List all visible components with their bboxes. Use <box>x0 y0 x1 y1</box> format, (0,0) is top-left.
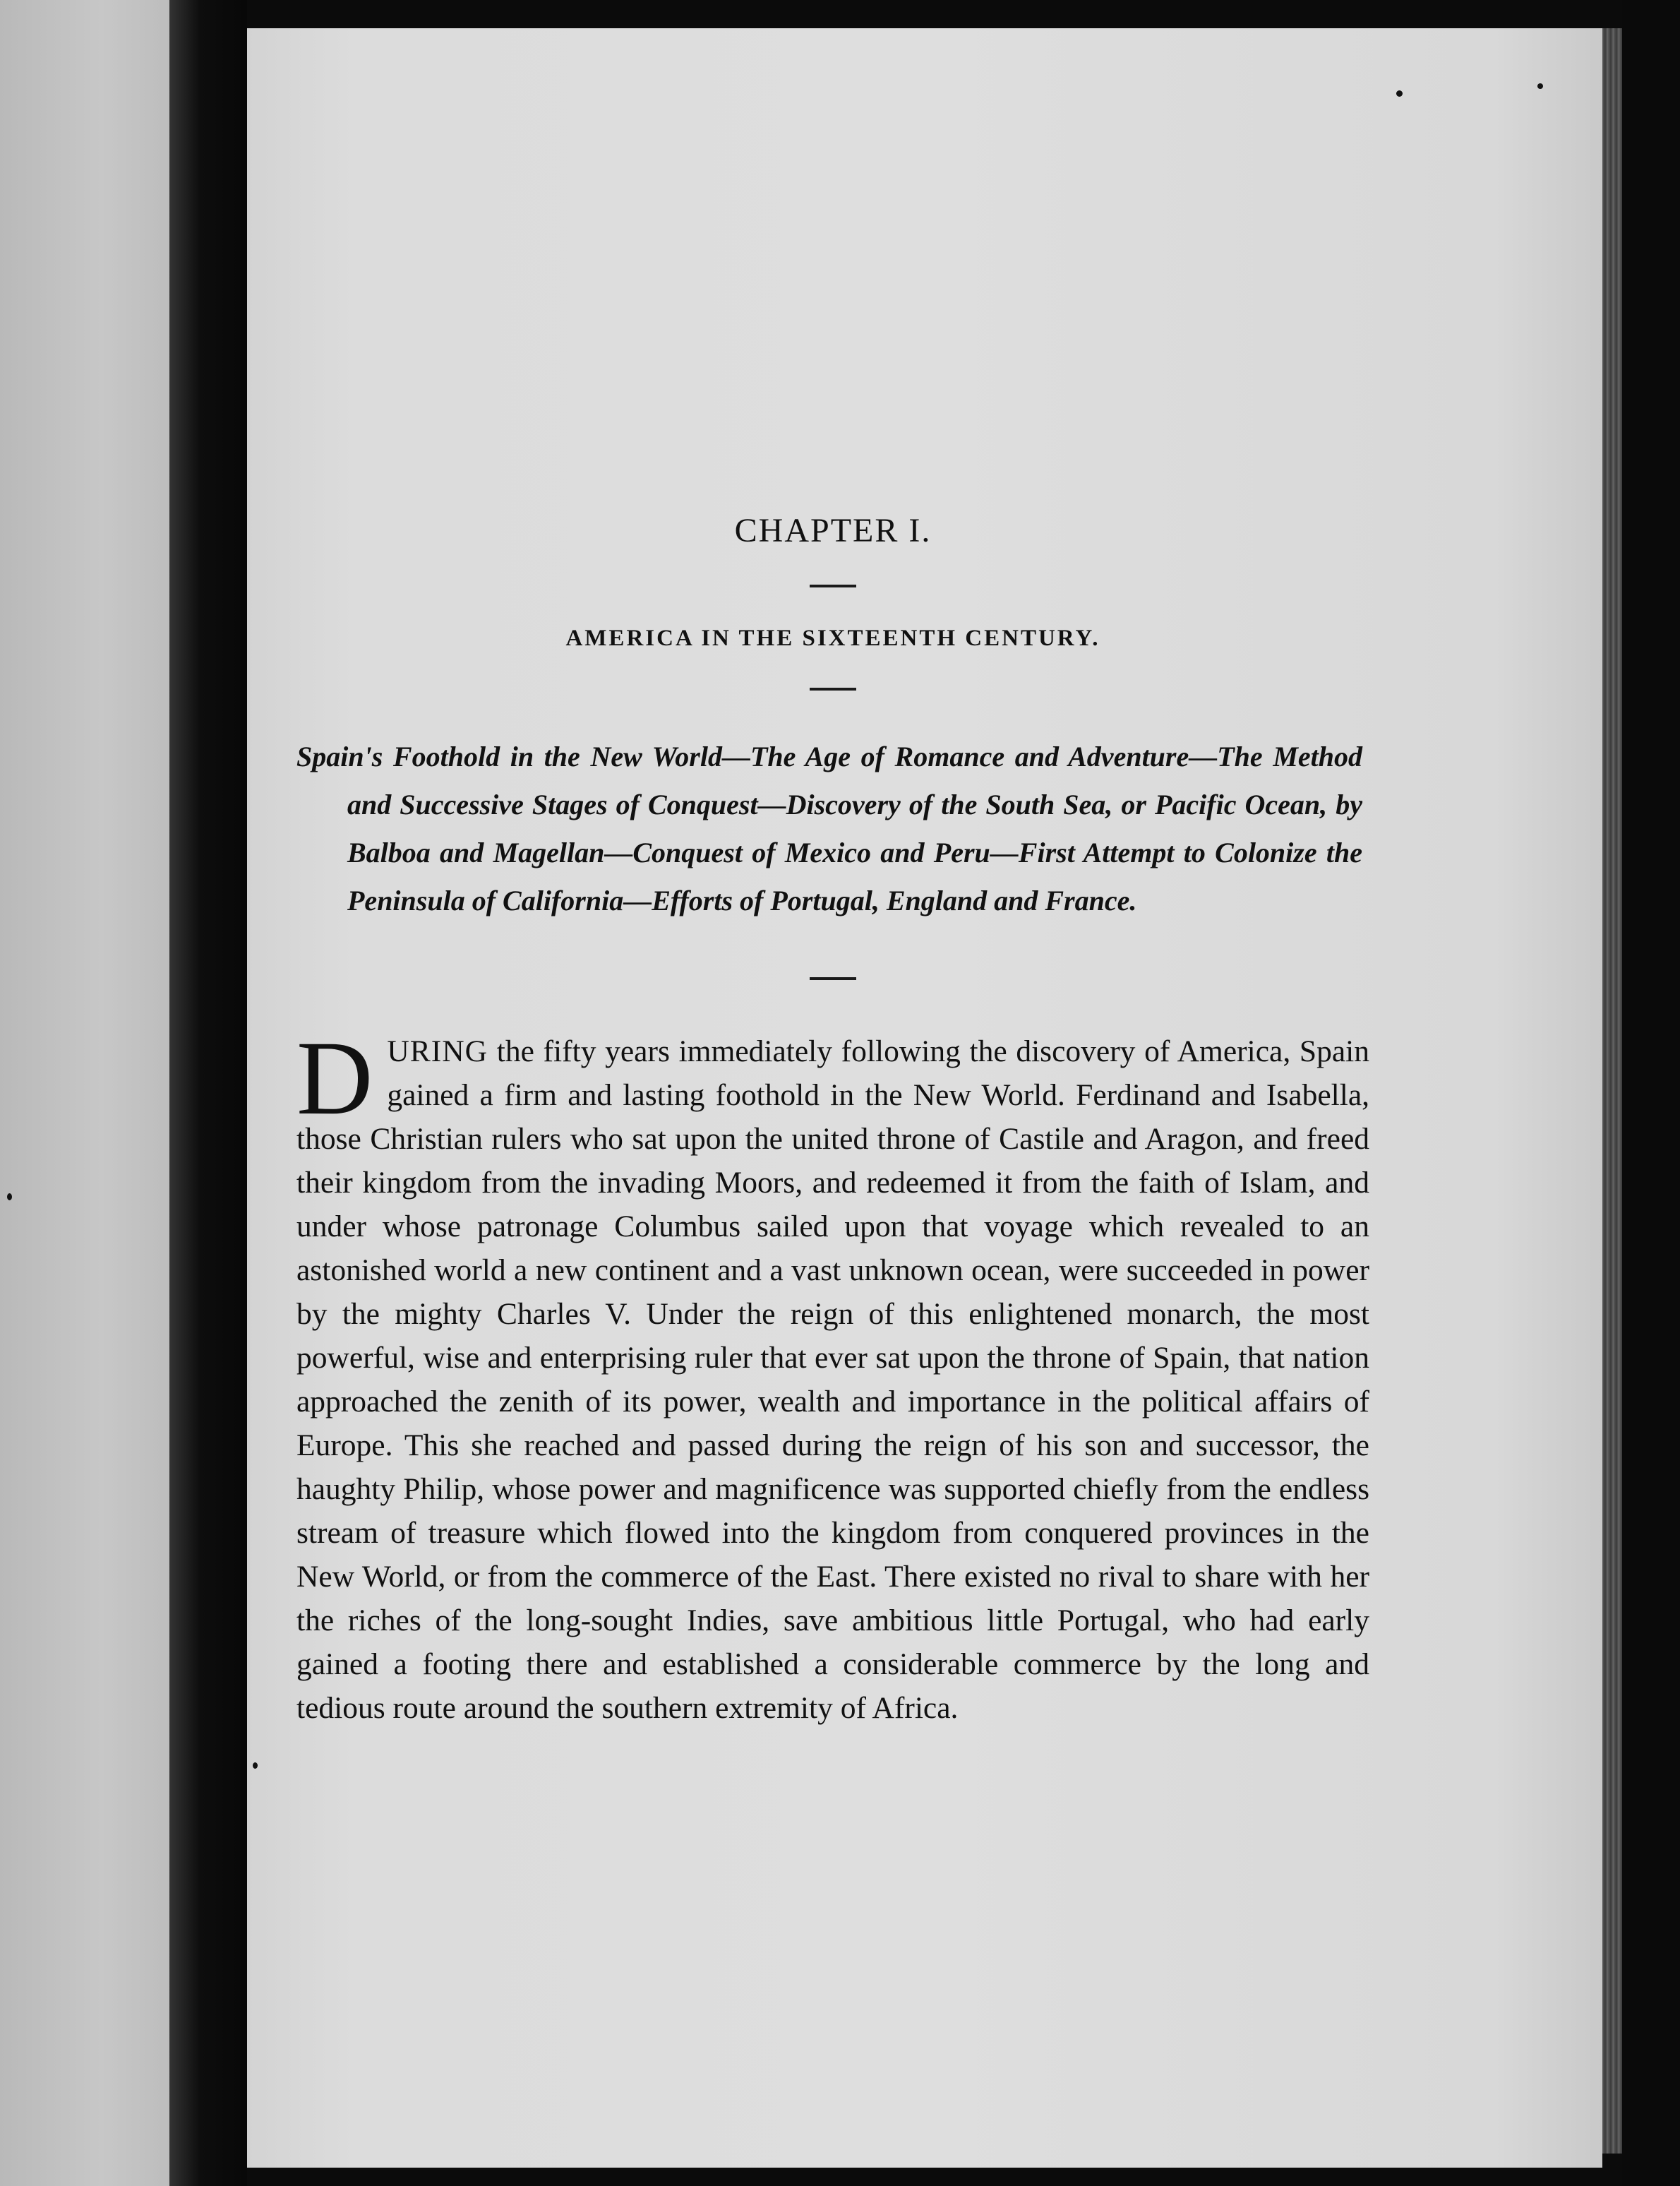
chapter-heading: CHAPTER I. <box>734 512 932 549</box>
paragraph-text: the fifty years immediately following the discovery of America, Spain gained a firm and lasting foothold in the New World. Ferdinand and Isabella, those Christian rulers who sat upon the united throne of Castile and Aragon, and freed their kingdom from the invading Moors, and redeemed it from the faith of Islam, and under whose patronage Columbus sailed upon that voyage which revealed to an astonished world a new continent and a vast unknown ocean, were succeeded in power by the mighty Charles V. Under the reign of this enlightened monarch, the most powerful, wise and enterprising ruler that ever sat upon the throne of Spain, that nation approached the zenith of its power, wealth and importance in the political affairs of Europe. This she reached and passed during the reign of his son and successor, the haughty Philip, whose power and magnificence was supported chiefly from the endless stream of treasure which flowed into the kingdom from conquered provinces in the New World, or from the commerce of the East. There existed no rival to share with her the riches of the long-sought Indies, save ambitious little Portugal, who had early gained a footing there and established a considerable commerce by the long and tedious route around the southern extremity of Africa. <box>296 1034 1369 1725</box>
synopsis-rule <box>810 977 856 980</box>
chapter-subtitle: AMERICA IN THE SIXTEENTH CENTURY. <box>565 626 1100 651</box>
scan-background <box>1622 0 1680 2186</box>
dust-speck <box>253 1762 258 1769</box>
lead-word: URING <box>387 1034 488 1068</box>
book-gutter <box>169 0 247 2186</box>
subtitle-rule <box>810 688 856 691</box>
dust-speck <box>1396 90 1403 97</box>
dust-speck <box>7 1193 12 1200</box>
dust-speck <box>1537 83 1543 89</box>
body-paragraph <box>296 1020 1369 1730</box>
page-stack-edge <box>1602 28 1622 2154</box>
page-content <box>296 494 1369 1730</box>
facing-page-edge <box>0 0 169 2186</box>
drop-cap: D <box>296 1020 373 1137</box>
heading-rule <box>810 585 856 587</box>
chapter-synopsis: Spain's Foothold in the New World—The Age of Romance and Adventure—The Method and Successive Stages of Conquest—Discovery of the South Sea, or Pacific Ocean, by Balboa and Magellan—Conquest of Mexico and Peru—First Attempt to Colonize the Peninsula of California—Efforts of Portugal, England and France. <box>296 741 1362 916</box>
